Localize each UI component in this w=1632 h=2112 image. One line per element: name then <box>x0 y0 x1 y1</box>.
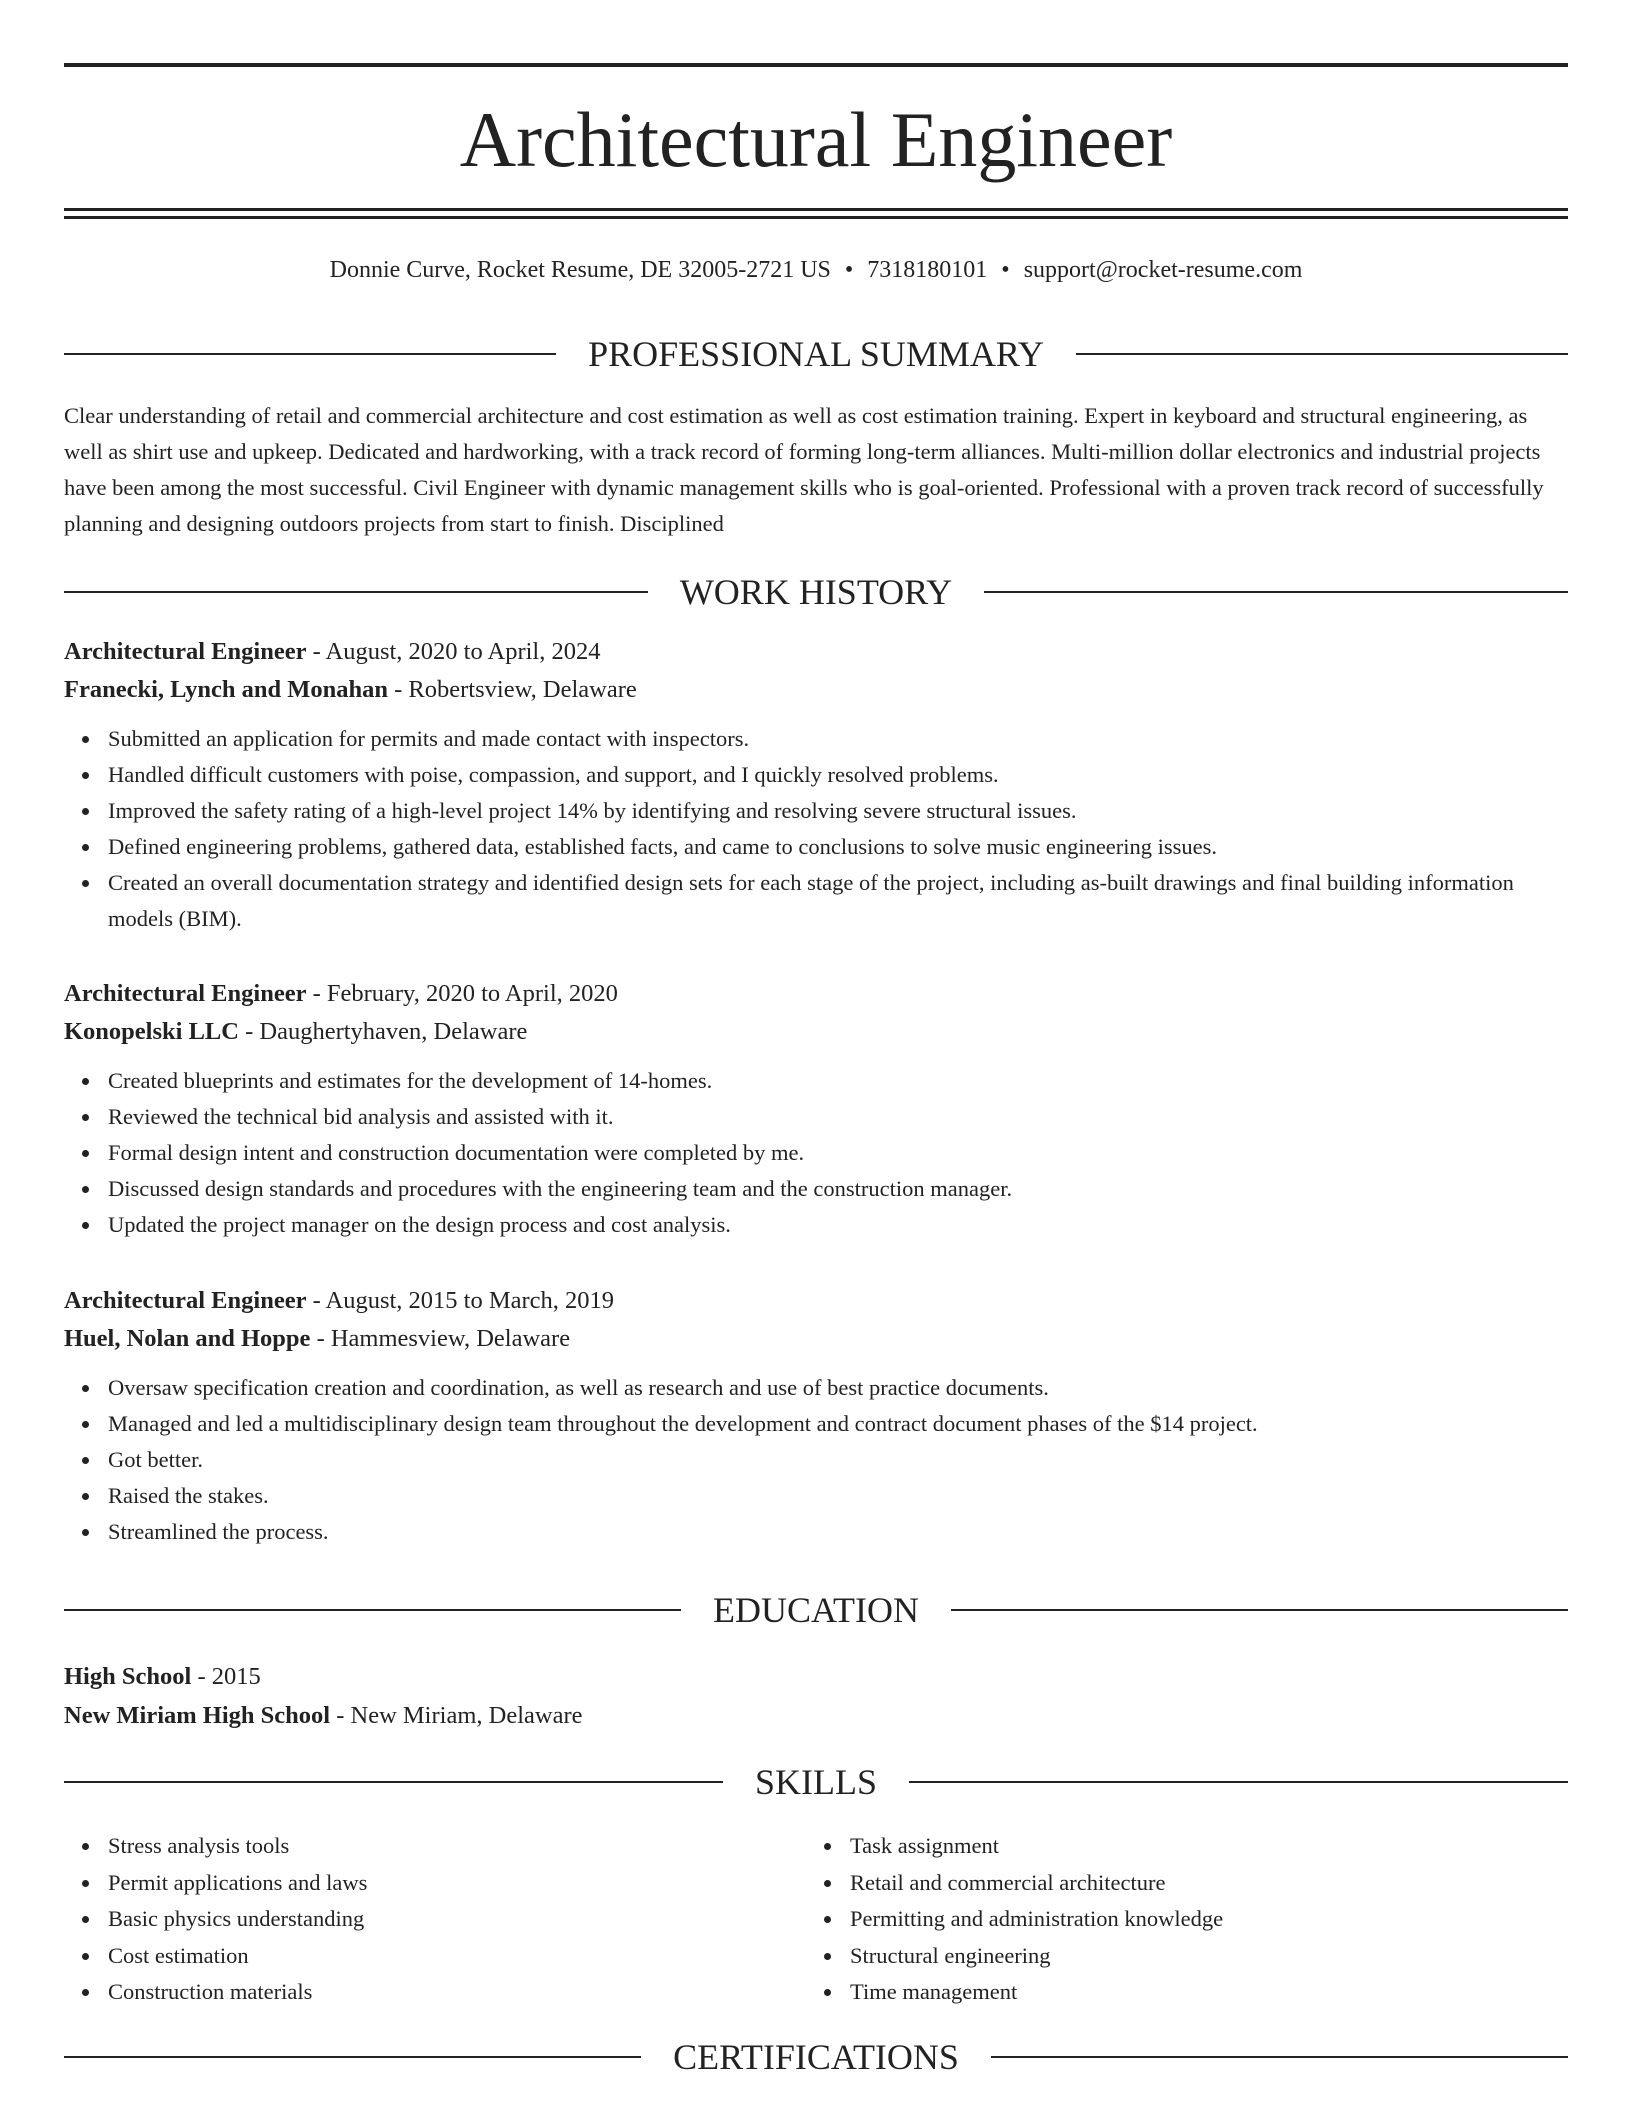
resume-title: Architectural Engineer <box>459 96 1173 183</box>
job-dates: - February, 2020 to April, 2020 <box>306 980 618 1007</box>
skill-item: Permit applications and laws <box>108 1865 806 1902</box>
heading-rule <box>64 2056 641 2058</box>
job-dates: - August, 2015 to March, 2019 <box>306 1287 615 1314</box>
skill-item: Basic physics understanding <box>108 1901 806 1938</box>
job-bullet: Managed and led a multidisciplinary design team throughout the development and contract document phases of the $14 project. <box>108 1406 1568 1442</box>
contact-separator: • <box>844 257 854 283</box>
section-heading-label: SKILLS <box>755 1762 878 1802</box>
contact-address: Donnie Curve, Rocket Resume, DE 32005-2721 US <box>329 257 831 283</box>
job-entry <box>64 1282 1568 1550</box>
job-bullet: Raised the stakes. <box>108 1478 1568 1514</box>
job-bullet: Oversaw specification creation and coordination, as well as research and use of best practice documents. <box>108 1370 1568 1406</box>
job-bullet: Got better. <box>108 1442 1568 1478</box>
job-bullet: Discussed design standards and procedures with the engineering team and the construction manager. <box>108 1171 1568 1207</box>
job-company: Konopelski LLC <box>64 1018 239 1045</box>
heading-rule <box>64 591 648 593</box>
skills-grid <box>64 1828 1568 2011</box>
contact-phone: 7318180101 <box>867 257 988 283</box>
job-bullet-list <box>64 1370 1568 1550</box>
skill-item: Retail and commercial architecture <box>850 1865 1548 1902</box>
job-bullet: Improved the safety rating of a high-level project 14% by identifying and resolving severe structural issues. <box>108 793 1568 829</box>
section-heading-skills <box>64 1760 1568 1804</box>
job-title: Architectural Engineer <box>64 980 307 1007</box>
title-bottom-rule-inner <box>64 216 1568 219</box>
skills-list <box>806 1828 1548 2011</box>
heading-rule <box>991 2056 1568 2058</box>
job-title-line <box>64 633 1568 671</box>
heading-rule <box>64 353 556 355</box>
heading-rule <box>984 591 1568 593</box>
education-school-line <box>64 1696 1568 1735</box>
job-bullet-list <box>64 1063 1568 1243</box>
education-degree: High School <box>64 1663 192 1690</box>
contact-email: support@rocket-resume.com <box>1023 257 1303 283</box>
job-bullet-list <box>64 721 1568 937</box>
job-entry <box>64 633 1568 937</box>
skill-item: Time management <box>850 1974 1548 2011</box>
skill-item: Stress analysis tools <box>108 1828 806 1865</box>
skills-list <box>64 1828 806 2011</box>
heading-rule <box>64 1781 723 1783</box>
job-company-line <box>64 671 1568 709</box>
job-bullet: Formal design intent and construction documentation were completed by me. <box>108 1135 1568 1171</box>
job-location: - Robertsview, Delaware <box>388 676 637 703</box>
section-heading-certifications <box>64 2035 1568 2079</box>
job-bullet: Streamlined the process. <box>108 1514 1568 1550</box>
section-heading-summary <box>64 332 1568 376</box>
job-bullet: Handled difficult customers with poise, compassion, and support, and I quickly resolved problems. <box>108 757 1568 793</box>
skill-item: Cost estimation <box>108 1938 806 1975</box>
job-title-line <box>64 1282 1568 1320</box>
job-bullet: Defined engineering problems, gathered data, established facts, and came to conclusions to solve music engineering issues. <box>108 829 1568 865</box>
skills-column-left <box>64 1828 806 2011</box>
job-bullet: Created blueprints and estimates for the development of 14-homes. <box>108 1063 1568 1099</box>
professional-summary-text: Clear understanding of retail and commercial architecture and cost estimation as well as cost estimation training. Expert in keyboard and structural engineering, as well as shirt use and upkeep. Dedicated and hardworking, with a track record of forming long-term alliances. Multi-million dollar electronics and industrial projects have been among the most successful. Civil Engineer with dynamic management skills who is goal-oriented. Professional with a proven track record of successfully planning and designing outdoors projects from start to finish. Disciplined <box>64 403 1544 536</box>
education-year: - 2015 <box>191 1663 261 1690</box>
section-heading-label: PROFESSIONAL SUMMARY <box>588 334 1044 374</box>
skill-item: Task assignment <box>850 1828 1548 1865</box>
job-company: Franecki, Lynch and Monahan <box>64 676 389 703</box>
job-bullet: Reviewed the technical bid analysis and assisted with it. <box>108 1099 1568 1135</box>
heading-rule <box>64 1609 681 1611</box>
section-heading-education <box>64 1588 1568 1632</box>
job-bullet: Created an overall documentation strategy and identified design sets for each stage of the project, including as-built drawings and final building information models (BIM). <box>108 865 1568 937</box>
title-bottom-rule <box>64 208 1568 211</box>
title-top-rule <box>64 63 1568 67</box>
section-heading-work-history <box>64 570 1568 614</box>
section-heading-label: EDUCATION <box>713 1590 919 1630</box>
heading-rule <box>909 1781 1568 1783</box>
job-title: Architectural Engineer <box>64 638 307 665</box>
job-bullet: Updated the project manager on the design process and cost analysis. <box>108 1207 1568 1243</box>
job-entry <box>64 975 1568 1243</box>
section-heading-label: CERTIFICATIONS <box>673 2037 959 2077</box>
job-location: - Hammesview, Delaware <box>310 1325 571 1352</box>
job-company: Huel, Nolan and Hoppe <box>64 1325 311 1352</box>
skill-item: Construction materials <box>108 1974 806 2011</box>
heading-rule <box>1076 353 1568 355</box>
education-school: New Miriam High School <box>64 1702 331 1729</box>
education-location: - New Miriam, Delaware <box>330 1702 583 1729</box>
education-degree-line <box>64 1657 1568 1696</box>
contact-separator: • <box>1001 257 1010 283</box>
job-location: - Daughertyhaven, Delaware <box>238 1018 528 1045</box>
skills-column-right <box>806 1828 1548 2011</box>
job-title-line <box>64 975 1568 1013</box>
contact-line <box>64 253 1568 287</box>
job-dates: - August, 2020 to April, 2024 <box>306 638 601 665</box>
section-heading-label: WORK HISTORY <box>679 572 953 612</box>
job-bullet: Submitted an application for permits and made contact with inspectors. <box>108 721 1568 757</box>
job-company-line <box>64 1013 1568 1051</box>
job-title: Architectural Engineer <box>64 1287 307 1314</box>
heading-rule <box>951 1609 1568 1611</box>
education-entry <box>64 1657 1568 1735</box>
job-company-line <box>64 1320 1568 1358</box>
skill-item: Structural engineering <box>850 1938 1548 1975</box>
skill-item: Permitting and administration knowledge <box>850 1901 1548 1938</box>
